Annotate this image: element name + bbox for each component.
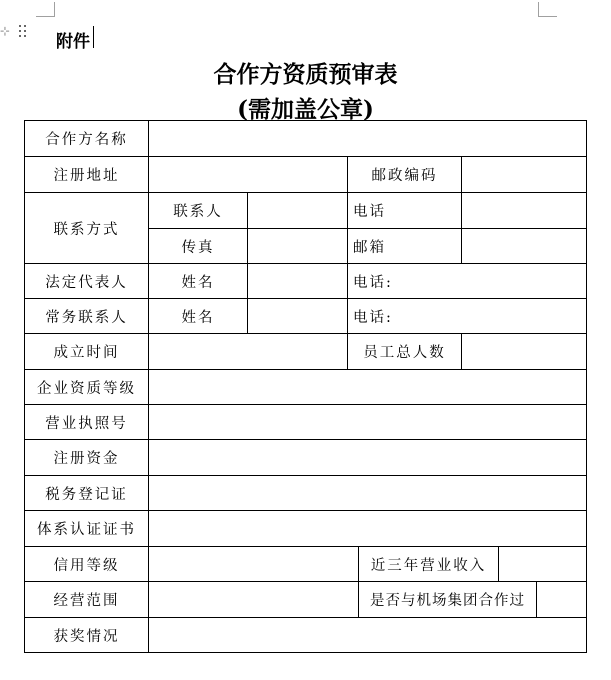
label-business-scope: 经营范围 bbox=[24, 581, 149, 618]
label-business-contact: 常务联系人 bbox=[24, 298, 149, 334]
field-business-scope[interactable] bbox=[148, 581, 359, 618]
label-business-contact-name: 姓名 bbox=[148, 298, 248, 334]
field-contact-person[interactable] bbox=[247, 192, 348, 229]
form-subtitle: (需加盖公章) bbox=[237, 96, 374, 123]
field-awards[interactable] bbox=[148, 617, 587, 653]
label-partner-name: 合作方名称 bbox=[24, 120, 149, 157]
label-registered-address: 注册地址 bbox=[24, 156, 149, 193]
field-registered-address[interactable] bbox=[148, 156, 348, 193]
label-airport-group-coop: 是否与机场集团合作过 bbox=[358, 581, 537, 618]
field-revenue-3y[interactable] bbox=[498, 546, 587, 582]
label-legal-rep-name: 姓名 bbox=[148, 263, 248, 299]
label-established: 成立时间 bbox=[24, 333, 149, 370]
field-contact-phone[interactable] bbox=[461, 192, 587, 229]
label-awards: 获奖情况 bbox=[24, 617, 149, 653]
field-system-cert[interactable] bbox=[148, 510, 587, 547]
label-email: 邮箱 bbox=[347, 228, 462, 264]
field-credit-rating[interactable] bbox=[148, 546, 359, 582]
field-total-staff[interactable] bbox=[461, 333, 587, 370]
field-qualification-level[interactable] bbox=[148, 369, 587, 405]
label-postal-code: 邮政编码 bbox=[347, 156, 462, 193]
field-legal-rep-phone[interactable]: 电话: bbox=[347, 263, 587, 299]
crop-mark-top-right bbox=[538, 2, 557, 17]
form-title: 合作方资质预审表 bbox=[213, 61, 398, 88]
label-contact-phone: 电话 bbox=[347, 192, 462, 229]
field-postal-code[interactable] bbox=[461, 156, 587, 193]
field-registered-capital[interactable] bbox=[148, 439, 587, 476]
field-business-contact-name[interactable] bbox=[247, 298, 348, 334]
label-contact-person: 联系人 bbox=[148, 192, 248, 229]
label-revenue-3y: 近三年营业收入 bbox=[358, 546, 499, 582]
label-contact-method: 联系方式 bbox=[24, 192, 149, 264]
label-registered-capital: 注册资金 bbox=[24, 439, 149, 476]
field-fax[interactable] bbox=[247, 228, 348, 264]
text-cursor bbox=[93, 26, 94, 48]
crop-mark-top-left bbox=[36, 2, 55, 17]
field-partner-name[interactable] bbox=[148, 120, 587, 157]
label-tax-registration: 税务登记证 bbox=[24, 475, 149, 511]
attachment-label: 附件 bbox=[56, 32, 90, 52]
field-established[interactable] bbox=[148, 333, 348, 370]
drag-handle-icon[interactable] bbox=[18, 24, 28, 38]
field-legal-rep-name[interactable] bbox=[247, 263, 348, 299]
field-tax-registration[interactable] bbox=[148, 475, 587, 511]
field-airport-group-coop[interactable] bbox=[536, 581, 587, 618]
field-business-license[interactable] bbox=[148, 404, 587, 440]
label-business-license: 营业执照号 bbox=[24, 404, 149, 440]
label-legal-rep: 法定代表人 bbox=[24, 263, 149, 299]
label-total-staff: 员工总人数 bbox=[347, 333, 462, 370]
field-business-contact-phone[interactable]: 电话: bbox=[347, 298, 587, 334]
label-credit-rating: 信用等级 bbox=[24, 546, 149, 582]
label-system-cert: 体系认证证书 bbox=[24, 510, 149, 547]
table-anchor-icon: ⊹ bbox=[0, 24, 10, 38]
label-qualification-level: 企业资质等级 bbox=[24, 369, 149, 405]
label-fax: 传真 bbox=[148, 228, 248, 264]
field-email[interactable] bbox=[461, 228, 587, 264]
